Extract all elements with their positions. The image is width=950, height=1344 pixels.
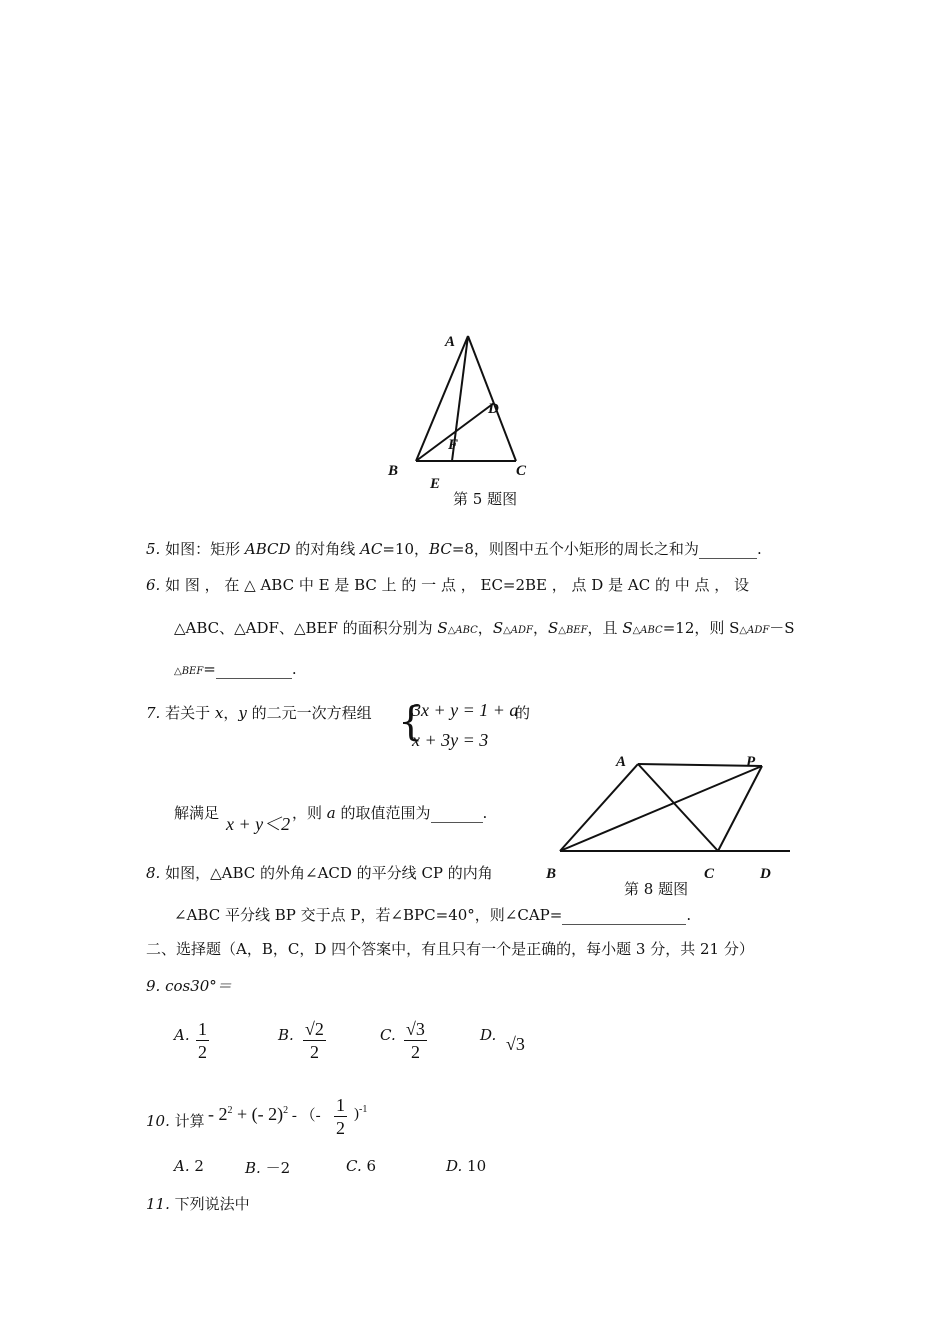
q7-sep: ， [223, 704, 239, 722]
q5-text-d: =8，则图中五个小矩形的周长之和为 [451, 540, 699, 558]
q7-x: x [214, 704, 224, 722]
fig8-segment-ac [638, 764, 718, 851]
fig8-segment-ba [560, 764, 638, 851]
q6-line-3b: = [203, 660, 216, 678]
q9-option-a-fraction[interactable] [196, 1018, 209, 1063]
q9-option-c-label[interactable]: C. [380, 1026, 396, 1044]
section-2-title: 二、选择题（A，B，C，D 四个答案中，有且只有一个是正确的，每小题 3 分，共 21 分） [146, 940, 754, 958]
q11-text: 下列说法中 [174, 1195, 250, 1213]
q10-options [174, 1157, 204, 1175]
fig5-label-d: D [488, 401, 499, 417]
q10-option-d-value[interactable]: 10 [467, 1157, 487, 1175]
q7-inequality: x + y＜2 [226, 814, 291, 834]
q6-s1-sub: △ABC [447, 625, 478, 636]
fig8-label-a: A [616, 754, 627, 770]
q5-end: . [756, 540, 762, 558]
q6-s1: S [437, 619, 448, 637]
q5-bc: BC [429, 540, 452, 558]
q10-fraction [334, 1094, 347, 1139]
q6-line-1: 如 图 ， 在 △ ABC 中 E 是 BC 上 的 一 点 ， EC=2BE ， 点 D 是 AC 的 中 点 ， 设 [165, 576, 750, 594]
question-8-line-1 [146, 862, 493, 883]
fig8-label-b: B [546, 866, 557, 882]
q6-line-2b: ，且 [587, 619, 623, 637]
q6-s2-sub: △ADF [503, 625, 533, 636]
q11-number: 11. [146, 1195, 170, 1213]
q7-text-c: 的 [515, 704, 531, 722]
q8-answer-blank[interactable] [562, 906, 686, 925]
q6-line-2a: △ABC、△ADF、△BEF 的面积分别为 [174, 619, 438, 637]
q9-b-num: √2 [305, 1019, 324, 1039]
question-11 [146, 1193, 250, 1214]
q9-option-b-fraction[interactable] [303, 1018, 326, 1063]
fig5-label-f: F [448, 437, 459, 453]
q5-text-c: =10， [382, 540, 430, 558]
q10-option-c [346, 1157, 376, 1175]
q6-line-2d: －S [769, 619, 795, 637]
fig8-caption: 第 8 题图 [624, 880, 689, 898]
q9-option-d-label[interactable]: D. [480, 1026, 497, 1044]
q9-option-a-label[interactable]: A. [174, 1026, 190, 1044]
q10-option-c-label[interactable]: C. [346, 1157, 362, 1175]
q5-text-a: 如图：矩形 [165, 540, 245, 558]
q10-number: 10. [146, 1112, 170, 1130]
q10-expression [208, 1104, 321, 1125]
fig5-label-c: C [516, 463, 527, 479]
fig8-segment-bp [560, 766, 762, 851]
q9-c-den: 2 [410, 1042, 420, 1062]
q10-sup-1: 2 [227, 1105, 233, 1116]
fig5-label-a: A [445, 334, 456, 350]
q7-text-a: 若关于 [165, 704, 215, 722]
fig8-segment-ap [638, 764, 762, 766]
q9-number: 9. [146, 977, 161, 995]
q9-option-d-value[interactable]: √3 [506, 1034, 525, 1054]
q6-s2: S [492, 619, 504, 637]
q10-option-b-label[interactable]: B. [245, 1159, 261, 1177]
q8-number: 8. [146, 864, 161, 882]
q7-line-2b: ，则 [292, 804, 327, 822]
q7-line-2c: 的取值范围为 [335, 804, 431, 822]
q8-end: . [686, 906, 692, 924]
question-10 [146, 1110, 205, 1131]
fig8-label-c: C [704, 866, 715, 882]
q9-option-c-fraction[interactable] [404, 1018, 427, 1063]
q7-number: 7. [146, 704, 161, 722]
q7-a: a [326, 804, 336, 822]
question-8-line-2 [174, 904, 691, 925]
q7-text-b: 的二元一次方程组 [246, 704, 372, 722]
q6-s4: S [622, 619, 633, 637]
q10-expr-d [354, 1104, 367, 1123]
q9-a-num: 1 [198, 1019, 207, 1039]
q5-number: 5. [146, 540, 161, 558]
q7-y: y [238, 704, 247, 722]
q10-expr-a: - 2 [208, 1104, 228, 1124]
q6-s3-sub: △BEF [558, 625, 588, 636]
q9-a-den: 2 [198, 1042, 207, 1062]
q10-option-b-value[interactable]: －2 [265, 1159, 291, 1177]
fig8-label-d: D [760, 866, 771, 882]
q10-frac-den: 2 [336, 1118, 345, 1138]
fig5-label-e: E [430, 476, 441, 492]
q7-equation-2: x + 3y = 3 [412, 730, 489, 750]
fig5-caption: 第 5 题图 [453, 490, 518, 508]
question-6-line-2: △ABC、△ADF、△BEF 的面积分别为 S△ABC，S△ADF，S△BEF，且 S△ABC=12，则 S△ADF－S [174, 619, 795, 637]
q10-frac-num: 1 [336, 1095, 345, 1115]
fig8-label-p: P [746, 754, 756, 770]
q6-s4-sub: △ABC [632, 625, 663, 636]
q10-sup-3: -1 [359, 1104, 368, 1115]
q10-option-c-value[interactable]: 6 [366, 1157, 377, 1175]
q10-option-b [245, 1157, 290, 1178]
q6-s3: S [547, 619, 559, 637]
fig5-label-b: B [388, 463, 399, 479]
q5-abcd: ABCD [244, 540, 291, 558]
q10-expr-c: - （- [288, 1108, 321, 1124]
q5-text-b: 的对角线 [290, 540, 361, 558]
q8-line-2: ∠ABC 平分线 BP 交于点 P，若∠BPC=40°，则∠CAP= [174, 906, 563, 924]
q9-text: cos30°＝ [165, 977, 232, 995]
q9-option-b-label[interactable]: B. [278, 1026, 294, 1044]
q5-ac: AC [360, 540, 383, 558]
q10-option-a-value[interactable]: 2 [194, 1157, 204, 1175]
question-9 [146, 975, 232, 996]
q6-end: . [291, 660, 297, 678]
q7-end: . [482, 804, 488, 822]
q10-option-a-label[interactable]: A. [174, 1157, 190, 1175]
q6-line-3-sub: △BEF [174, 666, 204, 677]
q8-line-1: 如图，△ABC 的外角∠ACD 的平分线 CP 的内角 [165, 864, 493, 882]
q7-equation-1: 3x + y = 1 + a [412, 700, 519, 720]
q10-close-paren: ) [354, 1106, 359, 1122]
q7-brace: { [398, 699, 424, 745]
q10-option-d [446, 1157, 486, 1175]
q7-line-2a: 解满足 [174, 804, 220, 822]
q6-number: 6. [146, 576, 161, 594]
q9-b-den: 2 [309, 1042, 319, 1062]
q6-s5-sub: △ADF [739, 625, 770, 636]
q6-line-2c: =12，则 S [662, 619, 740, 637]
q9-c-num: √3 [406, 1019, 425, 1039]
q10-option-d-label[interactable]: D. [446, 1157, 463, 1175]
q10-expr-b: + (- 2) [232, 1104, 284, 1124]
q10-text: 计算 [174, 1112, 205, 1130]
q10-sup-2: 2 [283, 1105, 289, 1116]
fig8-segment-cp [718, 766, 762, 851]
